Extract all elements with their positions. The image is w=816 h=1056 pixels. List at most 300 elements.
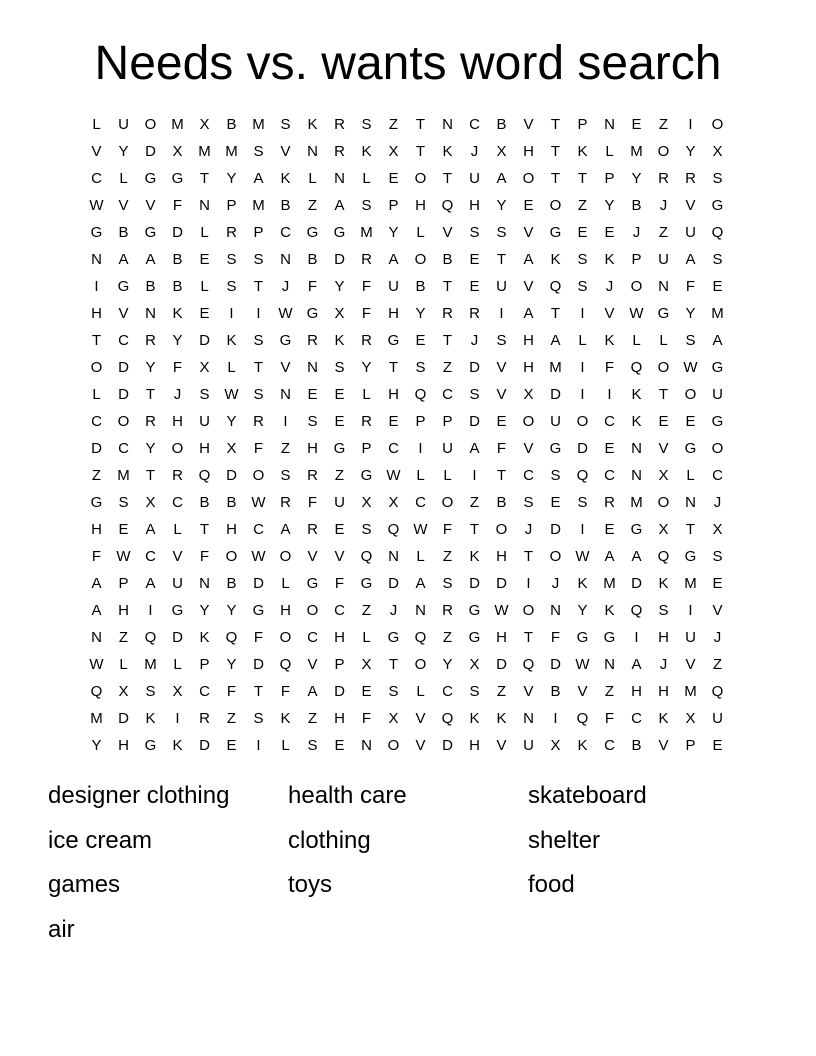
grid-letter: T [469,521,480,538]
grid-letter: X [361,494,372,511]
grid-letter: Y [631,170,642,187]
grid-letter: V [307,548,318,565]
grid-letter: Q [90,683,103,700]
grid-letter: K [280,710,291,727]
grid-row [83,408,731,435]
grid-letter: Q [630,359,643,376]
grid-letter: O [711,116,724,133]
grid-letter: Y [496,197,507,214]
grid-letter: S [658,602,669,619]
grid-letter: B [496,494,507,511]
grid-letter: Y [226,602,237,619]
grid-letter: L [227,359,236,376]
grid-letter: O [171,440,184,457]
grid-letter: H [91,305,102,322]
grid-letter: U [388,278,399,295]
grid-letter: T [496,467,507,484]
grid-letter: I [256,305,261,322]
grid-letter: P [577,116,588,133]
grid-letter: X [496,143,507,160]
grid-letter: L [200,224,209,241]
grid-letter: D [550,656,561,673]
grid-letter: P [199,656,210,673]
grid-letter: R [172,467,183,484]
grid-letter: Y [118,143,129,160]
grid-letter: S [334,359,345,376]
page-title: Needs vs. wants word search [94,37,722,90]
grid-letter: N [361,737,372,754]
grid-letter: I [580,521,585,538]
grid-letter: D [199,737,210,754]
grid-letter: N [388,548,399,565]
grid-letter: D [469,359,480,376]
grid-row [83,165,731,192]
grid-letter: A [334,197,345,214]
grid-letter: Z [442,548,453,565]
grid-letter: W [278,305,293,322]
grid-letter: S [442,575,453,592]
grid-letter: G [144,224,157,241]
grid-letter: E [361,683,372,700]
grid-letter: G [252,602,265,619]
grid-letter: I [256,737,261,754]
grid-letter: I [688,116,693,133]
grid-letter: Q [576,710,589,727]
grid-letter: K [550,251,561,268]
grid-letter: I [580,386,585,403]
grid-letter: I [148,602,153,619]
grid-letter: O [117,413,130,430]
grid-letter: H [172,413,183,430]
grid-letter: O [576,413,589,430]
grid-letter: H [469,197,480,214]
grid-letter: N [334,170,345,187]
grid-letter: E [469,251,480,268]
grid-letter: P [631,251,642,268]
grid-letter: E [604,521,615,538]
grid-letter: C [442,386,453,403]
grid-letter: B [172,278,183,295]
grid-letter: C [631,710,642,727]
grid-letter: U [685,224,696,241]
grid-row [83,273,731,300]
grid-letter: Q [549,278,562,295]
grid-letter: Y [388,224,399,241]
grid-letter: Q [198,467,211,484]
grid-letter: K [631,386,642,403]
grid-letter: U [523,737,534,754]
grid-letter: V [523,116,534,133]
grid-row [83,516,731,543]
grid-letter: S [523,494,534,511]
grid-letter: Q [414,386,427,403]
grid-letter: Z [604,683,615,700]
grid-letter: F [361,278,372,295]
grid-letter: J [524,521,533,538]
grid-letter: S [712,548,723,565]
grid-letter: G [144,737,157,754]
grid-letter: K [604,332,615,349]
grid-letter: T [550,305,561,322]
grid-letter: F [307,278,318,295]
grid-letter: V [415,710,426,727]
grid-letter: J [281,278,290,295]
grid-letter: O [711,440,724,457]
grid-letter: A [604,548,615,565]
grid-letter: R [226,224,237,241]
grid-letter: J [713,494,722,511]
grid-letter: D [226,467,237,484]
grid-letter: K [577,143,588,160]
grid-letter: U [469,170,480,187]
grid-letter: V [577,683,588,700]
grid-letter: S [307,413,318,430]
grid-letter: O [549,548,562,565]
grid-letter: X [172,683,183,700]
grid-letter: R [253,413,264,430]
grid-letter: A [145,575,156,592]
grid-letter: Q [279,656,292,673]
grid-letter: R [658,170,669,187]
grid-letter: R [307,332,318,349]
grid-letter: F [361,305,372,322]
grid-letter: M [630,143,643,160]
grid-letter: M [225,143,238,160]
grid-letter: R [604,494,615,511]
grid-letter: E [199,251,210,268]
grid-letter: C [523,467,534,484]
grid-letter: O [90,359,103,376]
grid-letter: M [117,467,130,484]
grid-letter: F [307,494,318,511]
grid-letter: O [657,494,670,511]
grid-row [83,192,731,219]
grid-letter: C [118,440,129,457]
grid-letter: B [145,278,156,295]
grid-letter: E [604,440,615,457]
grid-letter: P [253,224,264,241]
grid-letter: F [361,710,372,727]
grid-letter: D [118,359,129,376]
grid-letter: M [144,656,157,673]
grid-letter: X [226,440,237,457]
grid-letter: R [469,305,480,322]
grid-letter: J [713,629,722,646]
grid-letter: V [145,197,156,214]
grid-letter: Q [414,629,427,646]
grid-letter: Z [118,629,129,646]
grid-letter: P [604,170,615,187]
word-list-item: health care [288,782,407,809]
grid-letter: I [634,629,639,646]
grid-letter: Y [226,170,237,187]
grid-letter: S [685,332,696,349]
grid-letter: K [658,710,669,727]
grid-letter: K [631,413,642,430]
grid-letter: Z [334,467,345,484]
grid-letter: R [685,170,696,187]
grid-letter: D [334,683,345,700]
grid-letter: F [604,710,615,727]
grid-letter: A [685,251,696,268]
grid-letter: B [307,251,318,268]
grid-letter: P [118,575,129,592]
grid-letter: G [90,224,103,241]
grid-letter: B [631,737,642,754]
grid-letter: A [550,332,561,349]
grid-letter: A [523,251,534,268]
grid-letter: C [604,467,615,484]
grid-letter: T [388,359,399,376]
grid-letter: C [253,521,264,538]
grid-letter: E [631,116,642,133]
grid-letter: N [199,575,210,592]
grid-letter: G [90,494,103,511]
grid-letter: K [604,602,615,619]
grid-letter: R [307,467,318,484]
grid-letter: O [441,494,454,511]
grid-letter: L [578,332,587,349]
grid-letter: V [442,224,453,241]
grid-letter: P [415,413,426,430]
grid-letter: T [685,521,696,538]
grid-letter: M [711,305,724,322]
grid-letter: T [415,116,426,133]
grid-letter: C [334,602,345,619]
word-list-item: shelter [528,826,601,854]
grid-letter: F [172,359,183,376]
grid-letter: S [199,386,210,403]
word-list [48,778,768,956]
grid-letter: V [118,305,129,322]
grid-letter: X [388,143,399,160]
grid-letter: Z [469,494,480,511]
grid-letter: V [685,197,696,214]
grid-letter: Y [685,305,696,322]
grid-letter: Y [226,413,237,430]
grid-letter: E [496,413,507,430]
grid-letter: O [495,521,508,538]
grid-letter: Y [145,359,156,376]
grid-row [83,354,731,381]
grid-letter: Y [172,332,183,349]
grid-letter: F [253,440,264,457]
grid-letter: J [470,332,479,349]
grid-letter: N [280,386,291,403]
grid-letter: I [94,278,99,295]
grid-letter: E [550,494,561,511]
grid-letter: Q [711,224,724,241]
grid-letter: O [144,116,157,133]
grid-letter: O [414,656,427,673]
grid-letter: L [362,629,371,646]
grid-letter: T [496,251,507,268]
word-list-item: clothing [288,826,371,854]
grid-letter: T [253,683,264,700]
grid-letter: S [253,710,264,727]
grid-letter: U [550,413,561,430]
grid-row [83,462,731,489]
grid-letter: C [118,332,129,349]
grid-letter: K [577,737,588,754]
grid-letter: H [388,305,399,322]
grid-letter: G [306,575,319,592]
grid-letter: U [712,710,723,727]
grid-letter: C [604,737,615,754]
grid-letter: F [253,629,264,646]
grid-letter: G [279,332,292,349]
grid-row [83,489,731,516]
grid-letter: J [470,143,479,160]
grid-letter: L [362,386,371,403]
grid-letter: P [226,197,237,214]
grid-letter: D [253,575,264,592]
grid-letter: G [333,440,346,457]
grid-letter: W [251,494,266,511]
grid-letter: S [118,494,129,511]
grid-letter: Y [442,656,453,673]
grid-letter: S [469,224,480,241]
word-list-item: ice cream [48,826,153,854]
grid-letter: Z [361,602,372,619]
grid-letter: W [494,602,509,619]
grid-letter: G [333,224,346,241]
grid-letter: L [92,386,101,403]
grid-letter: W [629,305,644,322]
grid-letter: S [280,116,291,133]
grid-letter: M [198,143,211,160]
grid-letter: V [604,305,615,322]
grid-letter: W [224,386,239,403]
grid-letter: V [658,440,669,457]
grid-letter: H [334,710,345,727]
grid-letter: E [388,413,399,430]
grid-letter: G [468,629,481,646]
grid-letter: F [91,548,102,565]
grid-letter: B [280,197,291,214]
grid-letter: D [118,710,129,727]
grid-letter: T [523,548,534,565]
grid-letter: B [631,197,642,214]
grid-letter: V [496,737,507,754]
grid-letter: H [469,737,480,754]
grid-letter: Y [145,440,156,457]
grid-letter: G [360,575,373,592]
grid-row [83,732,731,759]
grid-letter: H [118,602,129,619]
grid-letter: S [550,467,561,484]
grid-letter: I [688,602,693,619]
grid-letter: U [685,629,696,646]
grid-letter: H [91,521,102,538]
grid-letter: G [711,197,724,214]
grid-letter: D [199,332,210,349]
grid-letter: E [658,413,669,430]
grid-letter: F [334,575,345,592]
grid-letter: Q [441,197,454,214]
grid-letter: H [523,332,534,349]
grid-letter: D [469,413,480,430]
grid-letter: B [550,683,561,700]
grid-letter: C [145,548,156,565]
grid-letter: P [442,413,453,430]
grid-letter: S [712,251,723,268]
grid-letter: Q [387,521,400,538]
grid-row [83,111,731,138]
grid-letter: G [711,359,724,376]
grid-letter: O [657,359,670,376]
grid-letter: K [469,710,480,727]
grid-letter: H [415,197,426,214]
grid-letter: V [280,359,291,376]
grid-letter: O [414,170,427,187]
grid-letter: C [91,170,102,187]
grid-letter: A [388,251,399,268]
grid-letter: A [631,656,642,673]
grid-letter: C [604,413,615,430]
grid-letter: E [226,737,237,754]
grid-letter: N [658,278,669,295]
grid-letter: L [119,656,128,673]
grid-letter: E [199,305,210,322]
grid-letter: O [549,197,562,214]
grid-letter: M [684,575,697,592]
grid-row [83,705,731,732]
grid-letter: S [253,251,264,268]
grid-letter: N [91,629,102,646]
grid-letter: Q [657,548,670,565]
grid-letter: G [657,305,670,322]
grid-letter: B [118,224,129,241]
grid-letter: T [523,629,534,646]
grid-letter: R [334,143,345,160]
grid-letter: K [172,305,183,322]
grid-letter: S [226,278,237,295]
grid-letter: Z [577,197,588,214]
grid-letter: V [91,143,102,160]
grid-letter: S [253,143,264,160]
grid-letter: Z [442,629,453,646]
grid-letter: F [226,683,237,700]
grid-letter: D [550,521,561,538]
grid-letter: P [361,440,372,457]
grid-letter: E [712,575,723,592]
grid-letter: J [659,197,668,214]
grid-letter: Z [307,197,318,214]
grid-letter: S [361,116,372,133]
grid-letter: N [307,359,318,376]
grid-letter: T [658,386,669,403]
grid-letter: O [387,737,400,754]
grid-letter: L [686,467,695,484]
grid-letter: V [280,143,291,160]
grid-letter: Y [199,602,210,619]
word-list-item: air [48,915,75,943]
grid-letter: T [388,656,399,673]
grid-letter: D [334,251,345,268]
grid-letter: A [469,440,480,457]
grid-letter: R [361,332,372,349]
grid-letter: V [712,602,723,619]
word-list-item: designer clothing [48,782,230,809]
grid-letter: H [523,359,534,376]
grid-letter: B [199,494,210,511]
grid-letter: X [334,305,345,322]
grid-letter: G [171,170,184,187]
grid-letter: X [685,710,696,727]
grid-letter: N [307,143,318,160]
grid-row [83,543,731,570]
